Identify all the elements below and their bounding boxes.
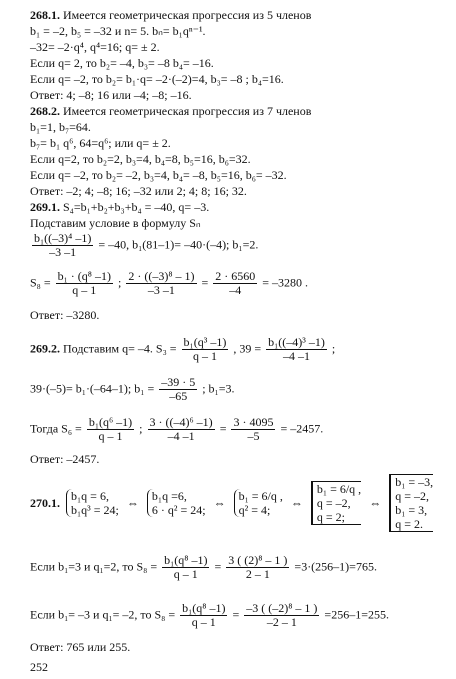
formula-line: Если b₁= –3 и q₁= –2, то S₈ = $\frac{\text{b₁(q⁸ –1)}}{q - 1}$ = $\frac{\text{–3 ( (–2)⁸ – 1 )}}{-2 - 1}$ =256–1=255. xyxy=(30,601,389,629)
problem-269-1-title: 269.1. S₄=b₁+b₂+b₃+b₄ = –40, q= –3. xyxy=(30,200,210,214)
equivalence-arrow-icon: ⇔ xyxy=(213,496,226,510)
fraction: $\frac{\text{b₁(q⁸ –1)}}{q - 1}$ xyxy=(182,601,226,629)
text-line: Подставим условие в формулу Sₙ xyxy=(30,216,201,230)
fraction: $\frac{\text{b₁(q⁶ –1)}}{q - 1}$ xyxy=(88,415,133,443)
text-line: Если q= 2, то b₂= –4, b₃= –8 b₄= –16. xyxy=(30,56,214,70)
fraction: $\frac{\text{b₁(q³ –1)}}{q - 1}$ xyxy=(183,335,227,363)
equation-system: b₁q =6, 6 · q² = 24; xyxy=(147,489,206,517)
equivalence-arrow-icon: ⇔ xyxy=(290,496,303,510)
fraction: $\frac{\text{2 · ((–3)⁸ – 1)}}{-3 -1}$ xyxy=(128,269,195,297)
page-number: 252 xyxy=(30,660,48,674)
text-line: b₁ = –2, b₅ = –32 и n= 5. bₙ= b₁qⁿ⁻¹. xyxy=(30,24,206,38)
problem-270-1-title: 270.1. b₁q = 6, b₁q³ = 24; ⇔ b₁q =6, 6 · q² = 24; ⇔ b₁ = 6/q , q² = 4; ⇔ b₁ = 6/q , q = –2, q = 2; ⇔ b₁ = –3, q = –2, b₁ = 3, q = 2. xyxy=(30,475,434,531)
answer-line: Ответ: –2457. xyxy=(30,452,100,466)
fraction: $\frac{\text{3 ( (2)⁸ – 1 )}}{2 - 1}$ xyxy=(228,553,288,581)
equation-set: b₁ = 6/q , q = –2, q = 2; xyxy=(311,481,361,525)
text-line: b₇= b₁ q⁶, 64=q⁶; или q= ± 2. xyxy=(30,136,171,150)
equation-system: b₁q = 6, b₁q³ = 24; xyxy=(66,489,119,517)
text-line: b₁=1, b₇=64. xyxy=(30,120,91,134)
formula-line: S₈ = $\frac{\text{b₁ · (q⁸ –1)}}{q - 1}$ ; $\frac{\text{2 · ((–3)⁸ – 1)}}{-3 -1}$ = $\frac{2 \cdot 6560}{-4}$ = –3280 . xyxy=(30,269,309,297)
fraction: $\frac{\text{b₁((–4)³ –1)}}{-4 -1}$ xyxy=(268,335,325,363)
fraction: $\frac{2 \cdot 6560}{-4}$ xyxy=(215,269,256,297)
text-line: Если q= –2, то b₂= b₁·q= –2·(–2)=4, b₃= –8 ; b₄=16. xyxy=(30,72,284,86)
equivalence-arrow-icon: ⇔ xyxy=(369,496,382,510)
answer-line: Ответ: –2; 4; –8; 16; –32 или 2; 4; 8; 16; 32. xyxy=(30,184,247,198)
text-line: Если q=2, то b₂=2, b₃=4, b₄=8, b₅=16, b₆=32. xyxy=(30,152,251,166)
fraction: $\frac{\text{–3 ( (–2)⁸ – 1 )}}{-2 - 1}$ xyxy=(246,601,318,629)
formula-line: 39·(–5)= b₁·(–64–1); b₁ = $\frac{-39 \cdot 5}{-65}$ ; b₁=3. xyxy=(30,375,235,403)
formula-line: Тогда S₆ = $\frac{\text{b₁(q⁶ –1)}}{q - 1}$ ; $\frac{\text{3 · ((–4)⁶ –1)}}{-4 -1}$ = $\frac{3 \cdot 4095}{-5}$ = –2457. xyxy=(30,415,324,443)
fraction: $\frac{3 \cdot 4095}{-5}$ xyxy=(233,415,274,443)
fraction: $\frac{\text{3 · ((–4)⁶ –1)}}{-4 -1}$ xyxy=(149,415,213,443)
equation-set: b₁ = –3, q = –2, b₁ = 3, q = 2. xyxy=(389,474,433,532)
answer-line: Ответ: 4; –8; 16 или –4; –8; –16. xyxy=(30,88,192,102)
fraction: $\frac{-39 \cdot 5}{-65}$ xyxy=(161,375,196,403)
text-line: Если q= –2, то b₂= –2, b₃=4, b₄= –8, b₅=16, b₆= –32. xyxy=(30,168,287,182)
formula-line: $\frac{\text{b₁((–3)⁴ –1)}}{-3 -1}$ = –40, b₁(81–1)= –40·(–4); b₁=2. xyxy=(34,231,259,259)
answer-line: Ответ: 765 или 255. xyxy=(30,640,131,654)
fraction: $\frac{\text{b₁ · (q⁸ –1)}}{q - 1}$ xyxy=(57,269,111,297)
problem-268-1-title: 268.1. Имеется геометрическая прогрессия из 5 членов xyxy=(30,8,312,22)
problem-268-2-title: 268.2. Имеется геометрическая прогрессия из 7 членов xyxy=(30,104,312,118)
equation-system: b₁ = 6/q , q² = 4; xyxy=(234,489,283,517)
answer-line: Ответ: –3280. xyxy=(30,308,100,322)
equivalence-arrow-icon: ⇔ xyxy=(126,496,139,510)
formula-line: Если b₁=3 и q₁=2, то S₈ = $\frac{\text{b₁(q⁸ –1)}}{q - 1}$ = $\frac{\text{3 ( (2)⁸ – 1 )}}{2 - 1}$ =3·(256–1)=765. xyxy=(30,553,377,581)
problem-269-2-title: 269.2. Подставим q= –4. S₃ = $\frac{\text{b₁(q³ –1)}}{q - 1}$ , 39 = $\frac{\text{b₁((–4)³ –1)}}{-4 -1}$ ; xyxy=(30,335,336,363)
fraction: $\frac{\text{b₁(q⁸ –1)}}{q - 1}$ xyxy=(164,553,208,581)
text-line: –32= –2·q⁴, q⁴=16; q= ± 2. xyxy=(30,40,160,54)
fraction: $\frac{\text{b₁((–3)⁴ –1)}}{-3 -1}$ xyxy=(34,231,92,259)
